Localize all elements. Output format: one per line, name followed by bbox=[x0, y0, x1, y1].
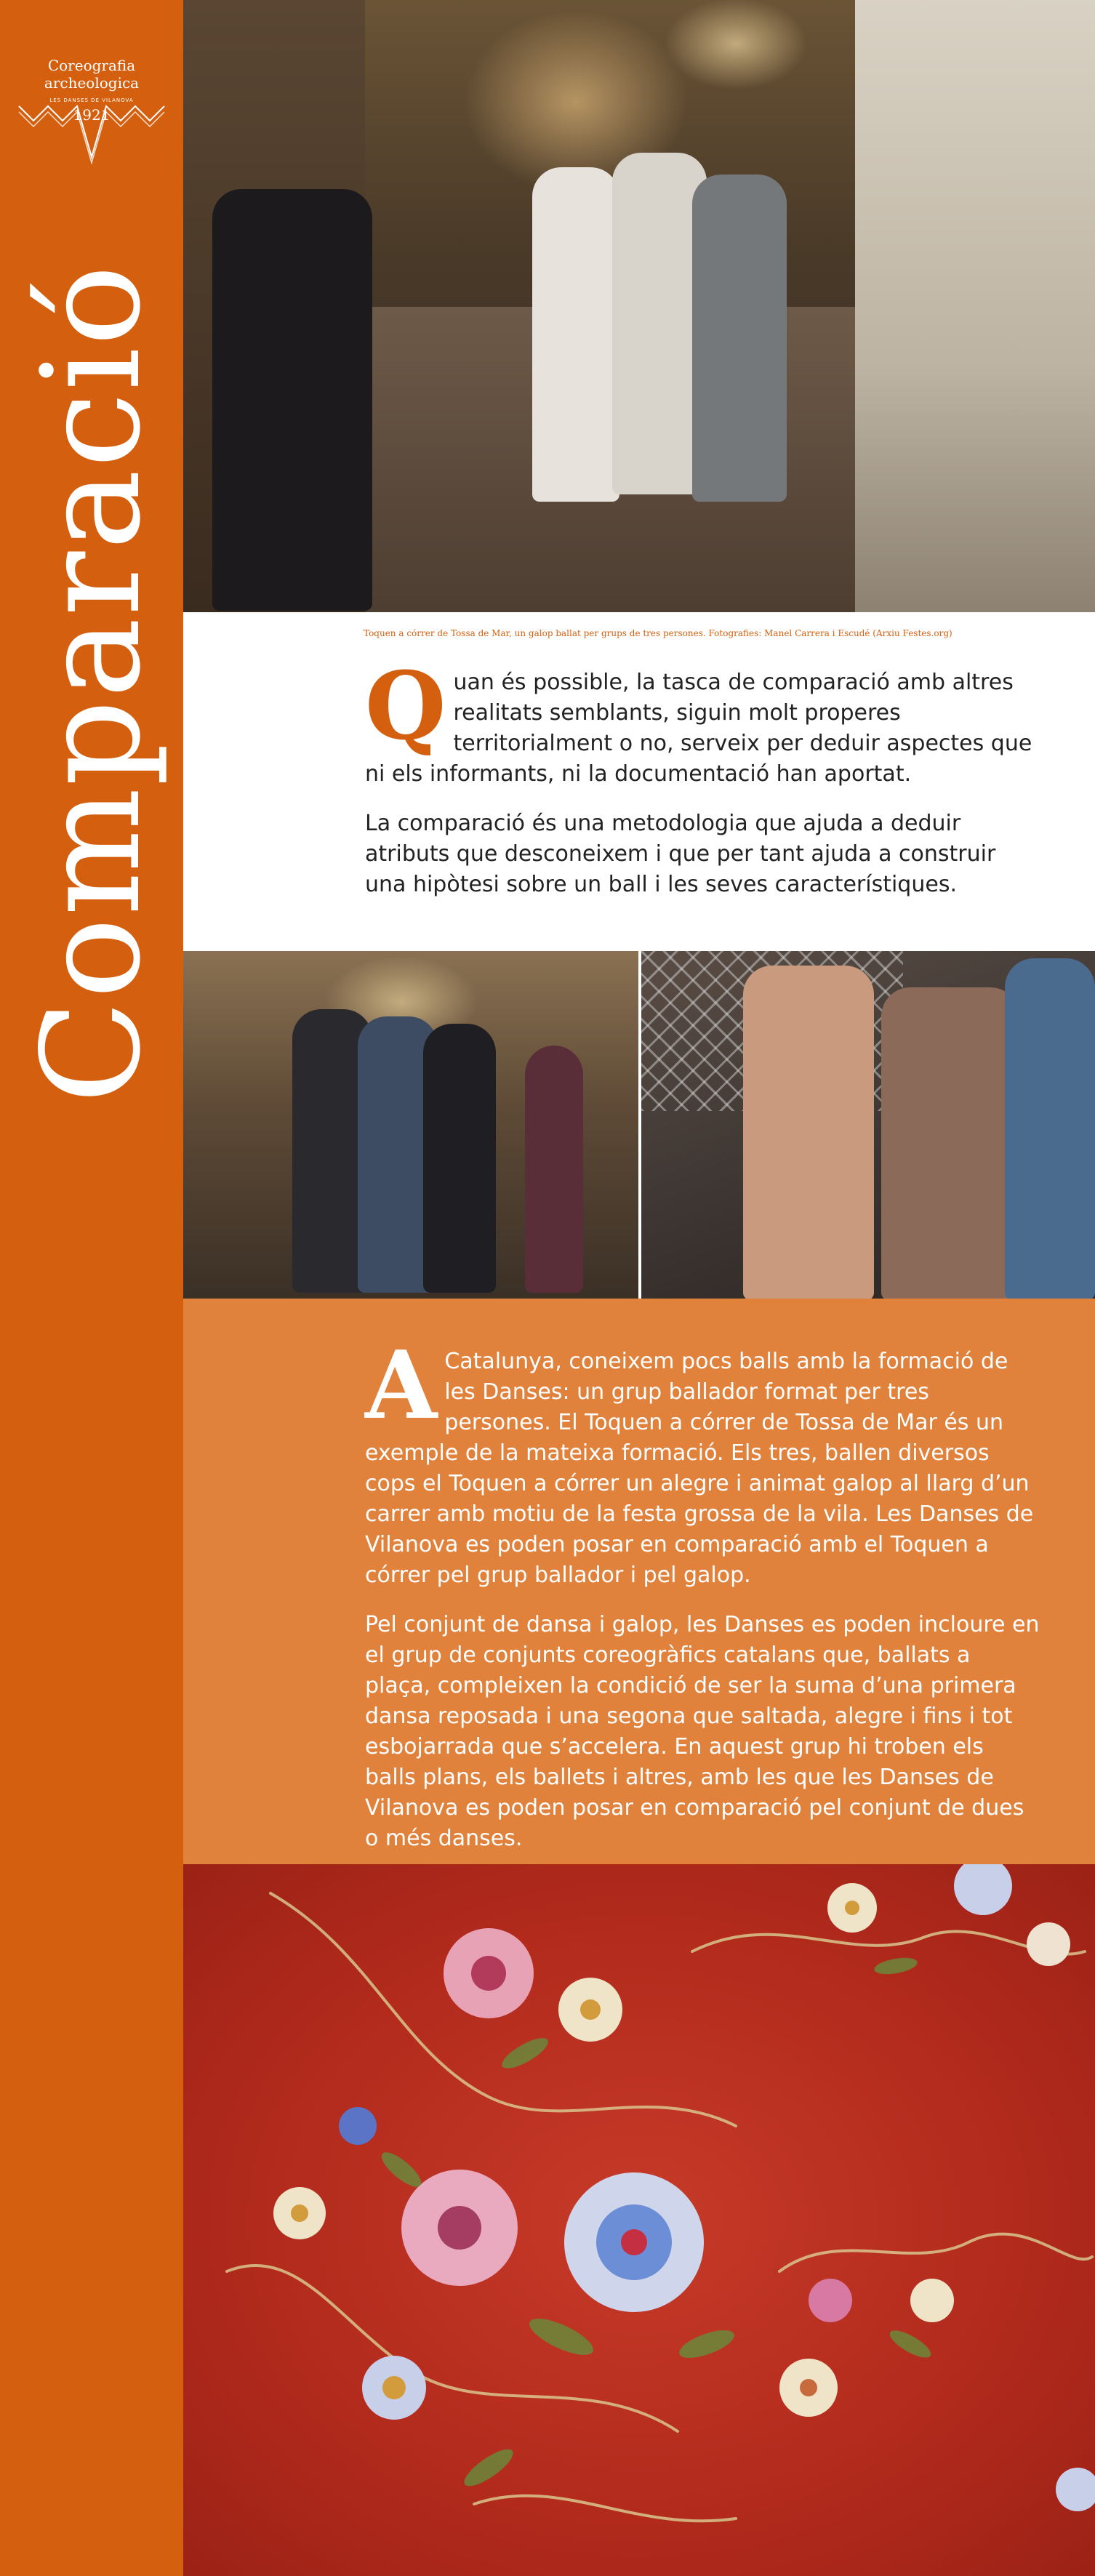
intro-paragraph-1 bbox=[365, 652, 1041, 790]
logo-zigzag-icon bbox=[16, 77, 167, 164]
photo-figure bbox=[881, 987, 1019, 1299]
page-title: Comparació bbox=[12, 262, 170, 1104]
drop-cap: Q bbox=[365, 652, 446, 761]
drop-cap: A bbox=[365, 1331, 438, 1440]
intro-paragraph-1-text: uan és possible, la tasca de comparació amb altres realitats semblants, siguin molt properes territorialment o no, serveix per deduir aspectes que ni els informants, ni la documentació han aportat. bbox=[365, 670, 1032, 787]
photo-embroidery bbox=[183, 1864, 1095, 2576]
body-paragraph-1 bbox=[365, 1331, 1041, 1591]
logo-subtitle: LES DANSES DE VILANOVA bbox=[49, 97, 134, 103]
logo-year: 1921 bbox=[73, 106, 111, 124]
logo bbox=[16, 57, 167, 173]
photo-figure bbox=[423, 1024, 496, 1293]
photo-caption: Toquen a córrer de Tossa de Mar, un galop ballat per grups de tres persones. Fotografies: Manel Carrera i Escudé (Arxiu Festes.org) bbox=[364, 628, 952, 638]
body-text bbox=[365, 1331, 1041, 1873]
photo-dancers-street bbox=[183, 951, 638, 1299]
body-paragraph-1-text: Catalunya, coneixem pocs balls amb la formació de les Danses: un grup ballador format per tres persones. El Toquen a córrer de Tossa de Mar és un exemple de la mateixa formació. Els tres, ballen diversos cops el Toquen a córrer un alegre i animat galop al llarg d’un carrer amb motiu de la festa grossa de la vila. Les Danses de Vilanova es poden posar en comparació amb el Toquen a córrer pel grup ballador i pel galop. bbox=[365, 1349, 1034, 1588]
photo-figure bbox=[525, 1046, 583, 1293]
photo-figure bbox=[532, 167, 619, 502]
logo-line2: archeologica bbox=[44, 74, 140, 92]
logo-line1: Coreografia bbox=[47, 57, 136, 74]
photo-figure bbox=[1005, 958, 1095, 1299]
intro-text bbox=[365, 652, 1041, 919]
sidebar-band bbox=[0, 0, 183, 2576]
photo-street-night bbox=[183, 0, 1095, 612]
photo-figure bbox=[212, 189, 372, 611]
intro-paragraph-2: La comparació és una metodologia que ajuda a deduir atributs que desconeixem i que per tant ajuda a construir una hipòtesi sobre un ball i les seves característiques. bbox=[365, 811, 996, 897]
body-paragraph-2: Pel conjunt de dansa i galop, les Danses es poden incloure en el grup de conjunts coreogràfics catalans que, ballats a plaça, compleixen la condició de ser la suma d’una primera dansa reposada i una segona que saltada, alegre i fins i tot esbojarrada que s’accelera. En aquest grup hi troben els balls plans, els ballets i altres, amb les que les Danses de Vilanova es poden posar en comparació pel conjunt de dues o més danses. bbox=[365, 1612, 1040, 1851]
photo-dancers-embrace bbox=[641, 951, 1095, 1299]
photo-wall-right bbox=[855, 0, 1095, 612]
photo-figure bbox=[743, 966, 874, 1299]
embroidery-pattern-icon bbox=[183, 1864, 1095, 2576]
photo-figure bbox=[692, 174, 787, 502]
